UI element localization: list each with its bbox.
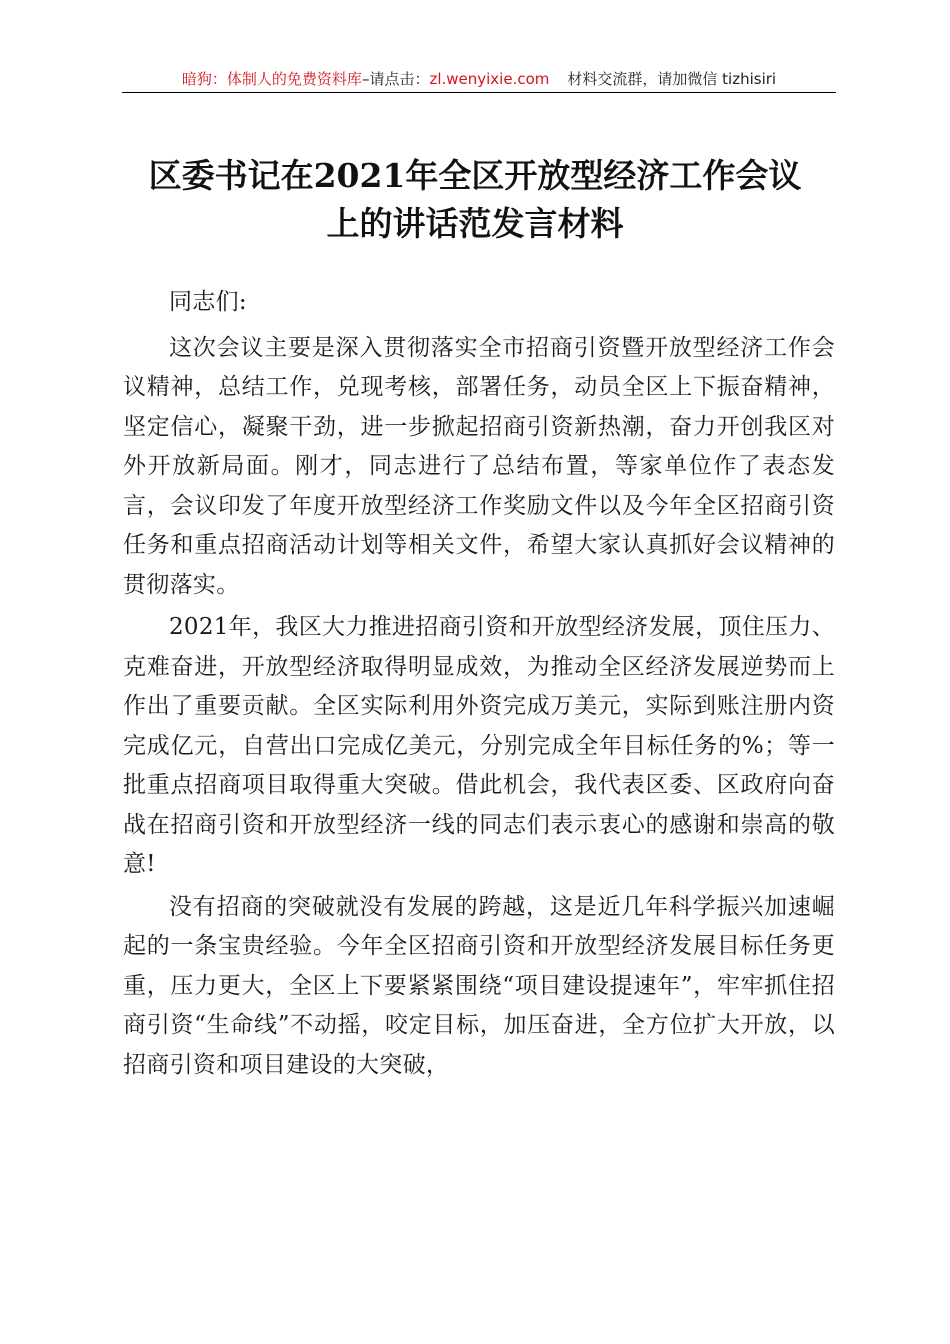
header-url-link[interactable]: zl.wenyixie.com [429, 70, 550, 88]
page-header [122, 66, 836, 93]
header-brand: 暗狗：体制人的免费资料库 [181, 70, 362, 88]
header-group-note: 材料交流群，请加微信 tizhisiri [567, 70, 777, 88]
document-title [100, 152, 850, 248]
title-line-1: 区委书记在2021年全区开放型经济工作会议 [148, 156, 802, 195]
title-line-2: 上的讲话范发言材料 [326, 204, 624, 243]
body-paragraph-1: 这次会议主要是深入贯彻落实全市招商引资暨开放型经济工作会议精神，总结工作，兑现考核，部署任务，动员全区上下振奋精神，坚定信心，凝聚干劲，进一步掀起招商引资新热潮，奋力开创我区对外开放新局面。刚才，同志进行了总结布置，等家单位作了表态发言，会议印发了年度开放型经济工作奖励文件以及今年全区招商引资任务和重点招商活动计划等相关文件，希望大家认真抓好会议精神的贯彻落实。 [123, 334, 835, 598]
body-paragraph-3: 没有招商的突破就没有发展的跨越，这是近几年科学振兴加速崛起的一条宝贵经验。今年全区招商引资和开放型经济发展目标任务更重，压力更大，全区上下要紧紧围绕“项目建设提速年”，牢牢抓住招商引资“生命线”不动摇，咬定目标，加压奋进，全方位扩大开放，以招商引资和项目建设的大突破， [123, 893, 835, 1078]
document-body [123, 283, 835, 1088]
header-click-prefix: –请点击： [361, 70, 430, 88]
body-paragraph-2: 2021年，我区大力推进招商引资和开放型经济发展，顶住压力、克难奋进，开放型经济取得明显成效，为推动全区经济发展逆势而上作出了重要贡献。全区实际利用外资完成万美元，实际到账注册内资完成亿元，自营出口完成亿美元，分别完成全年目标任务的%；等一批重点招商项目取得重大突破。借此机会，我代表区委、区政府向奋战在招商引资和开放型经济一线的同志们表示衷心的感谢和崇高的敬意! [123, 614, 835, 877]
greeting: 同志们: [169, 289, 247, 315]
